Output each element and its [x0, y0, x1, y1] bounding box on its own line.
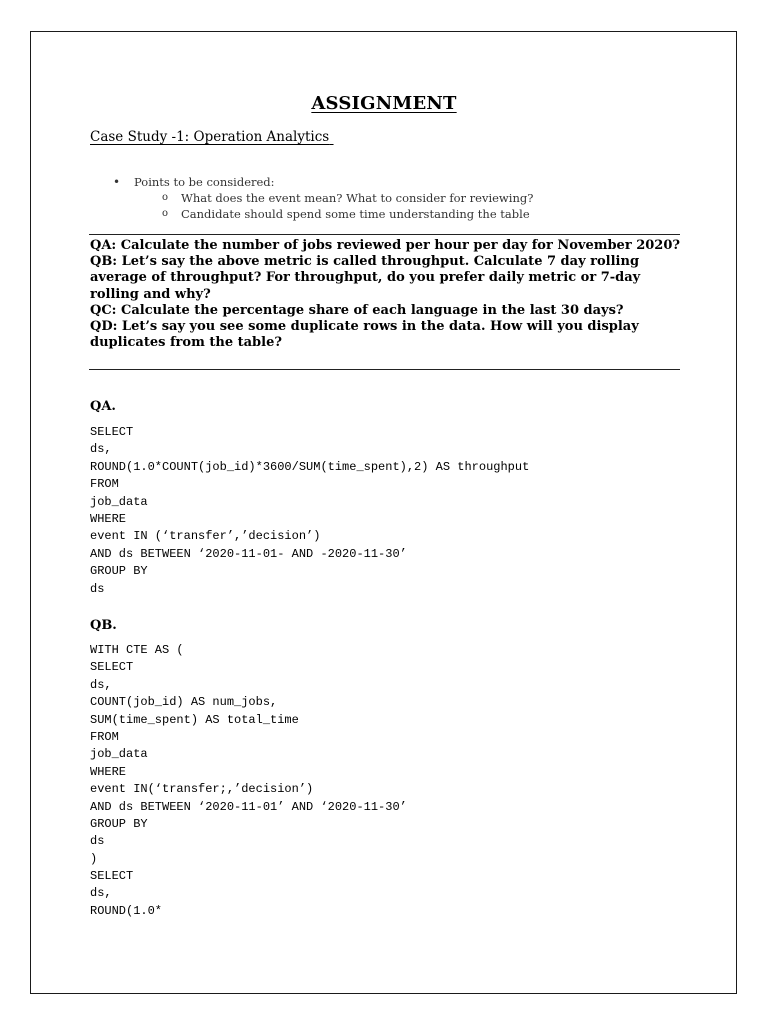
code-line: SELECT [90, 869, 134, 884]
code-line: FROM [90, 477, 119, 492]
questions-block [90, 238, 680, 351]
code-line: ds, [90, 442, 112, 457]
case-study-heading: Case Study -1: Operation Analytics [90, 129, 330, 145]
code-line: GROUP BY [90, 564, 148, 579]
question-qa: QA: Calculate the number of jobs reviewed per hour per day for November 2020? [90, 238, 681, 253]
document-title: ASSIGNMENT [311, 93, 457, 114]
code-line: ) [90, 851, 98, 866]
code-line: WITH CTE AS ( [90, 643, 184, 657]
divider-top [89, 234, 680, 235]
code-line: ds [90, 834, 105, 849]
code-line: ds [90, 581, 105, 596]
code-line: SELECT [90, 425, 134, 439]
question-qb: QB: Let’s say the above metric is called throughput. Calculate 7 day rolling average of throughput? For throughput, do you prefer daily metric or 7-day rolling and why? [90, 254, 641, 302]
divider-bottom [89, 369, 680, 370]
code-block-qa [90, 424, 529, 598]
code-line: AND ds BETWEEN ‘2020-11-01- AND -2020-11-30’ [90, 546, 407, 561]
code-line: FROM [90, 729, 119, 744]
bullet-item [90, 174, 533, 190]
code-line: ds, [90, 677, 112, 692]
circle-bullet-icon: o [162, 192, 169, 203]
question-qc: QC: Calculate the percentage share of each language in the last 30 days? [90, 302, 624, 318]
sub-bullet-item [90, 206, 533, 222]
code-line: SUM(time_spent) AS total_time [90, 712, 299, 727]
code-line: ROUND(1.0*COUNT(job_id)*3600/SUM(time_spent),2) AS throughput [90, 459, 530, 474]
code-line: SELECT [90, 660, 134, 675]
code-line: WHERE [90, 764, 127, 779]
sub-bullet-item [90, 190, 533, 206]
circle-bullet-icon: o [162, 208, 169, 219]
bullet-icon: • [113, 175, 121, 189]
code-block-qb [90, 642, 407, 920]
code-line: AND ds BETWEEN ‘2020-11-01’ AND ‘2020-11-30’ [90, 799, 407, 814]
sub-bullet-text: What does the event mean? What to consider for reviewing? [181, 191, 534, 205]
question-qd: QD: Let’s say you see some duplicate rows in the data. How will you display duplicates from the table? [90, 319, 639, 351]
code-line: GROUP BY [90, 816, 148, 831]
section-label-qa: QA. [90, 399, 116, 414]
code-line: ROUND(1.0* [90, 903, 163, 918]
code-line: ds, [90, 886, 112, 901]
code-line: COUNT(job_id) AS num_jobs, [90, 695, 278, 710]
sub-bullet-text: Candidate should spend some time understanding the table [181, 207, 530, 221]
code-line: event IN(‘transfer;,’decision’) [90, 782, 314, 797]
code-line: job_data [90, 747, 148, 762]
section-label-qb: QB. [90, 618, 117, 633]
points-list [90, 174, 533, 222]
code-line: event IN (‘transfer’,’decision’) [90, 529, 321, 544]
bullet-text: Points to be considered: [134, 175, 275, 189]
code-line: job_data [90, 494, 148, 509]
code-line: WHERE [90, 511, 127, 526]
